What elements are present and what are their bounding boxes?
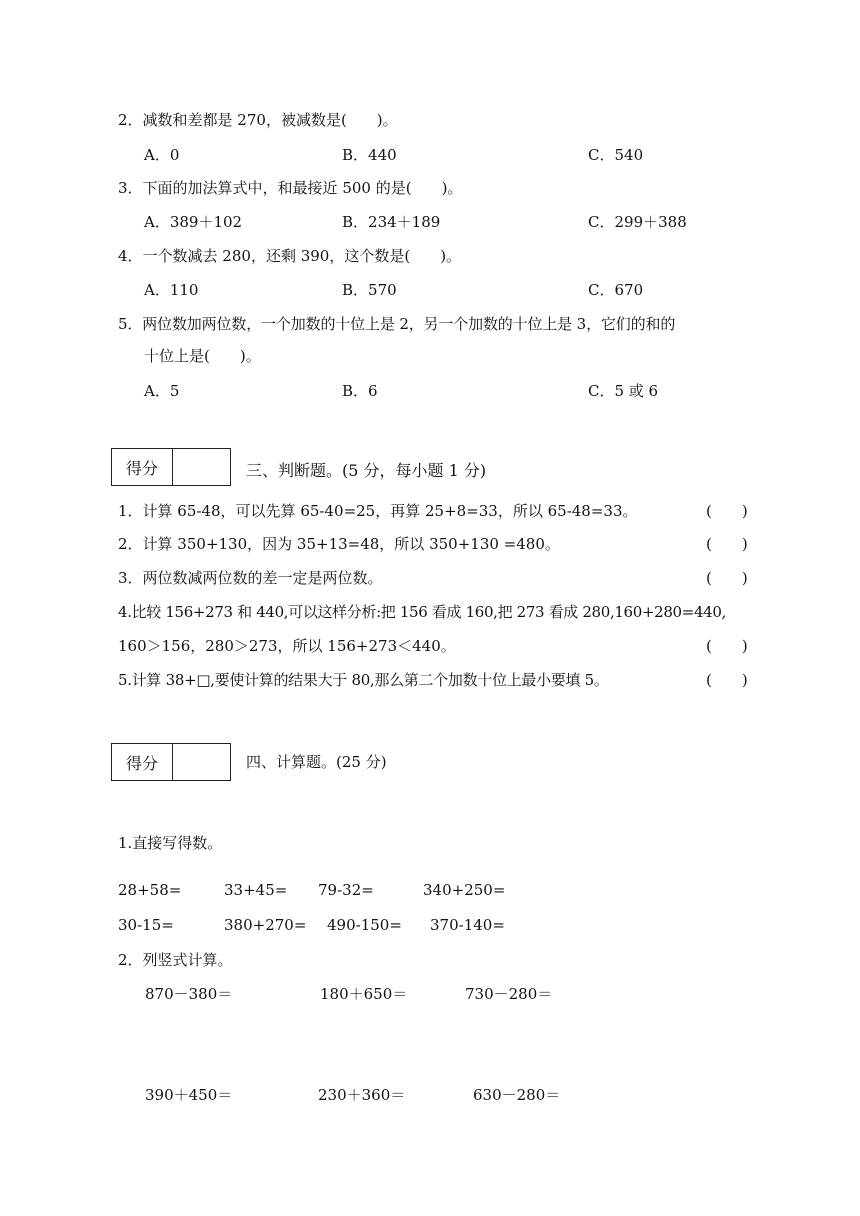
oral-calc-7: 490-150= <box>327 916 402 934</box>
question-2-option-b[interactable]: B．440 <box>342 146 397 164</box>
section-4-title: 四、计算题。(25 分) <box>246 753 387 771</box>
judge-answer-5[interactable]: ( ) <box>706 671 748 689</box>
score-label: 得分 <box>112 449 173 485</box>
judge-answer-4[interactable]: ( ) <box>706 637 748 655</box>
question-2-stem: 2．减数和差都是 270，被减数是( )。 <box>118 111 398 129</box>
oral-calc-2: 33+45= <box>224 881 288 899</box>
part-1-title: 1.直接写得数。 <box>118 834 223 852</box>
vertical-calc-1: 870－380＝ <box>145 985 233 1003</box>
oral-calc-3: 79-32= <box>318 881 374 899</box>
judge-item-2: 2．计算 350+130，因为 35+13=48，所以 350+130 =480。 <box>118 535 560 553</box>
judge-answer-1[interactable]: ( ) <box>706 502 748 520</box>
vertical-calc-5: 230＋360＝ <box>318 1086 406 1104</box>
judge-item-4-line2: 160＞156，280＞273，所以 156+273＜440。 <box>118 637 456 655</box>
question-3-option-a[interactable]: A．389＋102 <box>144 213 243 231</box>
judge-item-4-line1: 4.比较 156+273 和 440,可以这样分析:把 156 看成 160,把 273 看成 280,160+280=440, <box>118 603 726 621</box>
vertical-calc-3: 730－280＝ <box>465 985 553 1003</box>
judge-answer-3[interactable]: ( ) <box>706 569 748 587</box>
oral-calc-8: 370-140= <box>430 916 505 934</box>
judge-item-1: 1．计算 65-48，可以先算 65-40=25，再算 25+8=33，所以 65-48=33。 <box>118 502 638 520</box>
vertical-calc-4: 390＋450＝ <box>145 1086 233 1104</box>
question-5-option-b[interactable]: B．6 <box>342 382 378 400</box>
oral-calc-5: 30-15= <box>118 916 174 934</box>
oral-calc-4: 340+250= <box>423 881 506 899</box>
question-3-option-b[interactable]: B．234＋189 <box>342 213 441 231</box>
judge-item-5: 5.计算 38+□,要使计算的结果大于 80,那么第二个加数十位上最小要填 5。 <box>118 671 609 689</box>
question-3-option-c[interactable]: C．299＋388 <box>588 213 687 231</box>
question-2-option-c[interactable]: C．540 <box>588 146 644 164</box>
section-3-title: 三、判断题。(5 分，每小题 1 分) <box>246 461 487 480</box>
question-4-option-c[interactable]: C．670 <box>588 281 644 299</box>
score-blank[interactable] <box>173 449 230 485</box>
vertical-calc-6: 630－280＝ <box>473 1086 561 1104</box>
oral-calc-1: 28+58= <box>118 881 182 899</box>
question-5-option-a[interactable]: A．5 <box>144 382 180 400</box>
question-4-option-b[interactable]: B．570 <box>342 281 397 299</box>
question-4-option-a[interactable]: A．110 <box>144 281 199 299</box>
question-5-stem-line1: 5．两位数加两位数，一个加数的十位上是 2，另一个加数的十位上是 3，它们的和的 <box>118 315 676 333</box>
question-3-stem: 3．下面的加法算式中，和最接近 500 的是( )。 <box>118 179 463 197</box>
judge-answer-2[interactable]: ( ) <box>706 535 748 553</box>
score-blank[interactable] <box>173 744 230 780</box>
oral-calc-6: 380+270= <box>224 916 307 934</box>
score-label: 得分 <box>112 744 173 780</box>
section-4-score-box <box>111 743 231 781</box>
question-5-stem-line2: 十位上是( )。 <box>144 347 261 365</box>
question-5-option-c[interactable]: C．5 或 6 <box>588 382 659 400</box>
question-4-stem: 4．一个数减去 280，还剩 390，这个数是( )。 <box>118 247 462 265</box>
judge-item-3: 3．两位数减两位数的差一定是两位数。 <box>118 569 383 587</box>
part-2-title: 2．列竖式计算。 <box>118 951 233 969</box>
section-3-score-box <box>111 448 231 486</box>
question-2-option-a[interactable]: A．0 <box>144 146 180 164</box>
vertical-calc-2: 180＋650＝ <box>320 985 408 1003</box>
